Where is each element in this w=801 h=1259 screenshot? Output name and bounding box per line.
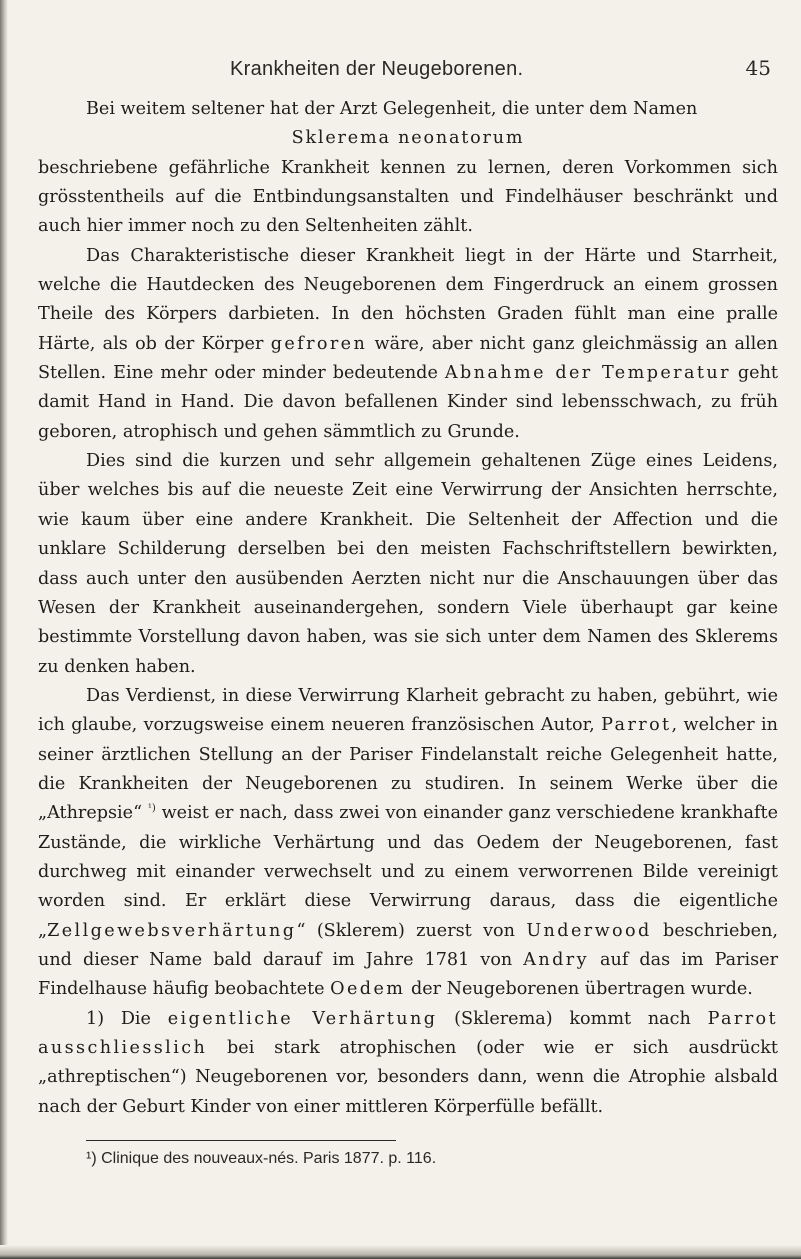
paragraph-1-body: beschriebene gefährliche Krankheit kennen zu lernen, deren Vorkommen sich grösstentheils auf die Entbindungsanstalten und Findelhäuser beschränkt und auch hier immer noch zu den Seltenheiten zählt.	[38, 157, 778, 237]
scan-bottom-shadow	[0, 1245, 801, 1259]
spaced-emphasis: Underwood	[526, 920, 652, 941]
spaced-emphasis: Zellgewebsverhärtung	[47, 920, 297, 941]
text-span: Das Verdienst, in diese Verwirrung Klarheit gebracht zu haben, gebührt, wie ich glaube, vorzugsweise einem neueren französischen Autor,	[38, 685, 778, 736]
text-span: wäre, aber nicht ganz gleichmässig an allen Stellen. Eine mehr oder minder bedeutende	[38, 333, 778, 384]
spaced-emphasis: Parrot	[707, 1008, 779, 1029]
text-span: geht damit Hand in Hand. Die davon befallenen Kinder sind lebensschwach, zu früh geboren, atrophisch und gehen sämmtlich zu Grunde.	[38, 363, 778, 442]
running-title: Krankheiten der Neugeborenen.	[230, 58, 524, 80]
paragraph-5	[38, 1005, 778, 1122]
disease-title: Sklerema neonatorum	[291, 128, 525, 149]
spaced-emphasis: Andry	[523, 949, 589, 970]
body-text	[38, 95, 778, 1122]
text-span: auf das im Pariser Findelhause häufig beobachtete	[38, 949, 779, 1000]
paragraph-2	[38, 242, 778, 447]
spaced-emphasis: Abnahme der Temperatur	[444, 363, 731, 384]
text-span: bei stark atrophischen (oder wie er sich ausdrückt „athreptischen“) Neugeborenen vor, besonders dann, wenn die Atrophie alsbald nach der Geburt Kinder von einer mittleren Körperfülle befällt.	[38, 1038, 778, 1117]
page-header	[0, 58, 801, 88]
footnote-reference: ¹)	[147, 803, 156, 815]
text-span: weist er nach, dass zwei von einander ganz verschiedene krankhafte Zustände, die wirkliche Verhärtung und das Oedem der Neugeborenen, fast durchweg mit einander verwechselt und zu einem verworrenen Bilde vereinigt worden sind. Er erklärt diese Verwirrung daraus, dass die eigentliche „	[38, 803, 778, 941]
text-span: , welcher in seiner ärztlichen Stellung an der Pariser Findelanstalt reiche Gelegenheit hatte, die Krankheiten der Neugeborenen zu studiren. In seinem Werke über die „Athrepsie“	[38, 715, 779, 824]
spaced-emphasis: Parrot	[601, 715, 672, 736]
text-span: (Sklerema) kommt nach	[437, 1008, 708, 1029]
footnote: ¹) Clinique des nouveaux-nés. Paris 1877. p. 116.	[86, 1150, 437, 1167]
spaced-emphasis: gefroren	[270, 333, 368, 354]
text-span: beschrieben, und dieser Name bald darauf im Jahre 1781 von	[38, 920, 778, 970]
scan-edge-shadow	[0, 0, 8, 1259]
spaced-emphasis: eigentliche Verhärtung	[167, 1008, 438, 1029]
paragraph-4	[38, 682, 778, 1005]
spaced-emphasis: ausschliesslich	[38, 1038, 208, 1058]
paragraph-3: Dies sind die kurzen und sehr allgemein gehaltenen Züge eines Leidens, über welches bis auf die neueste Zeit eine Verwirrung der Ansichten herrschte, wie kaum über eine andere Krankheit. Die Seltenheit der Affection und die unklare Schilderung derselben bei den meisten Fachschriftstellern bewirkten, dass auch unter den ausübenden Aerzten nicht nur die Anschauungen über das Wesen der Krankheit auseinandergehen, sondern Viele überhaupt gar keine bestimmte Vorstellung davon haben, was sie sich unter dem Namen des Sklerems zu denken haben.	[38, 451, 778, 677]
text-span: der Neugeborenen übertragen wurde.	[405, 979, 753, 1000]
page-number: 45	[745, 56, 771, 80]
footnote-rule	[86, 1140, 396, 1141]
text-span: 1) Die	[86, 1008, 168, 1029]
text-span: Das Charakteristische dieser Krankheit liegt in der Härte und Starrheit, welche die Hautdecken des Neugeborenen dem Fingerdruck an einem grossen Theile des Körpers darbieten. In den höchsten Graden fühlt man eine pralle Härte, als ob der Körper	[38, 245, 778, 354]
paragraph-1-intro: Bei weitem seltener hat der Arzt Gelegenheit, die unter dem Namen	[86, 99, 698, 119]
spaced-emphasis: Oedem	[330, 979, 406, 1000]
text-span: “ (Sklerem) zuerst von	[296, 920, 527, 941]
